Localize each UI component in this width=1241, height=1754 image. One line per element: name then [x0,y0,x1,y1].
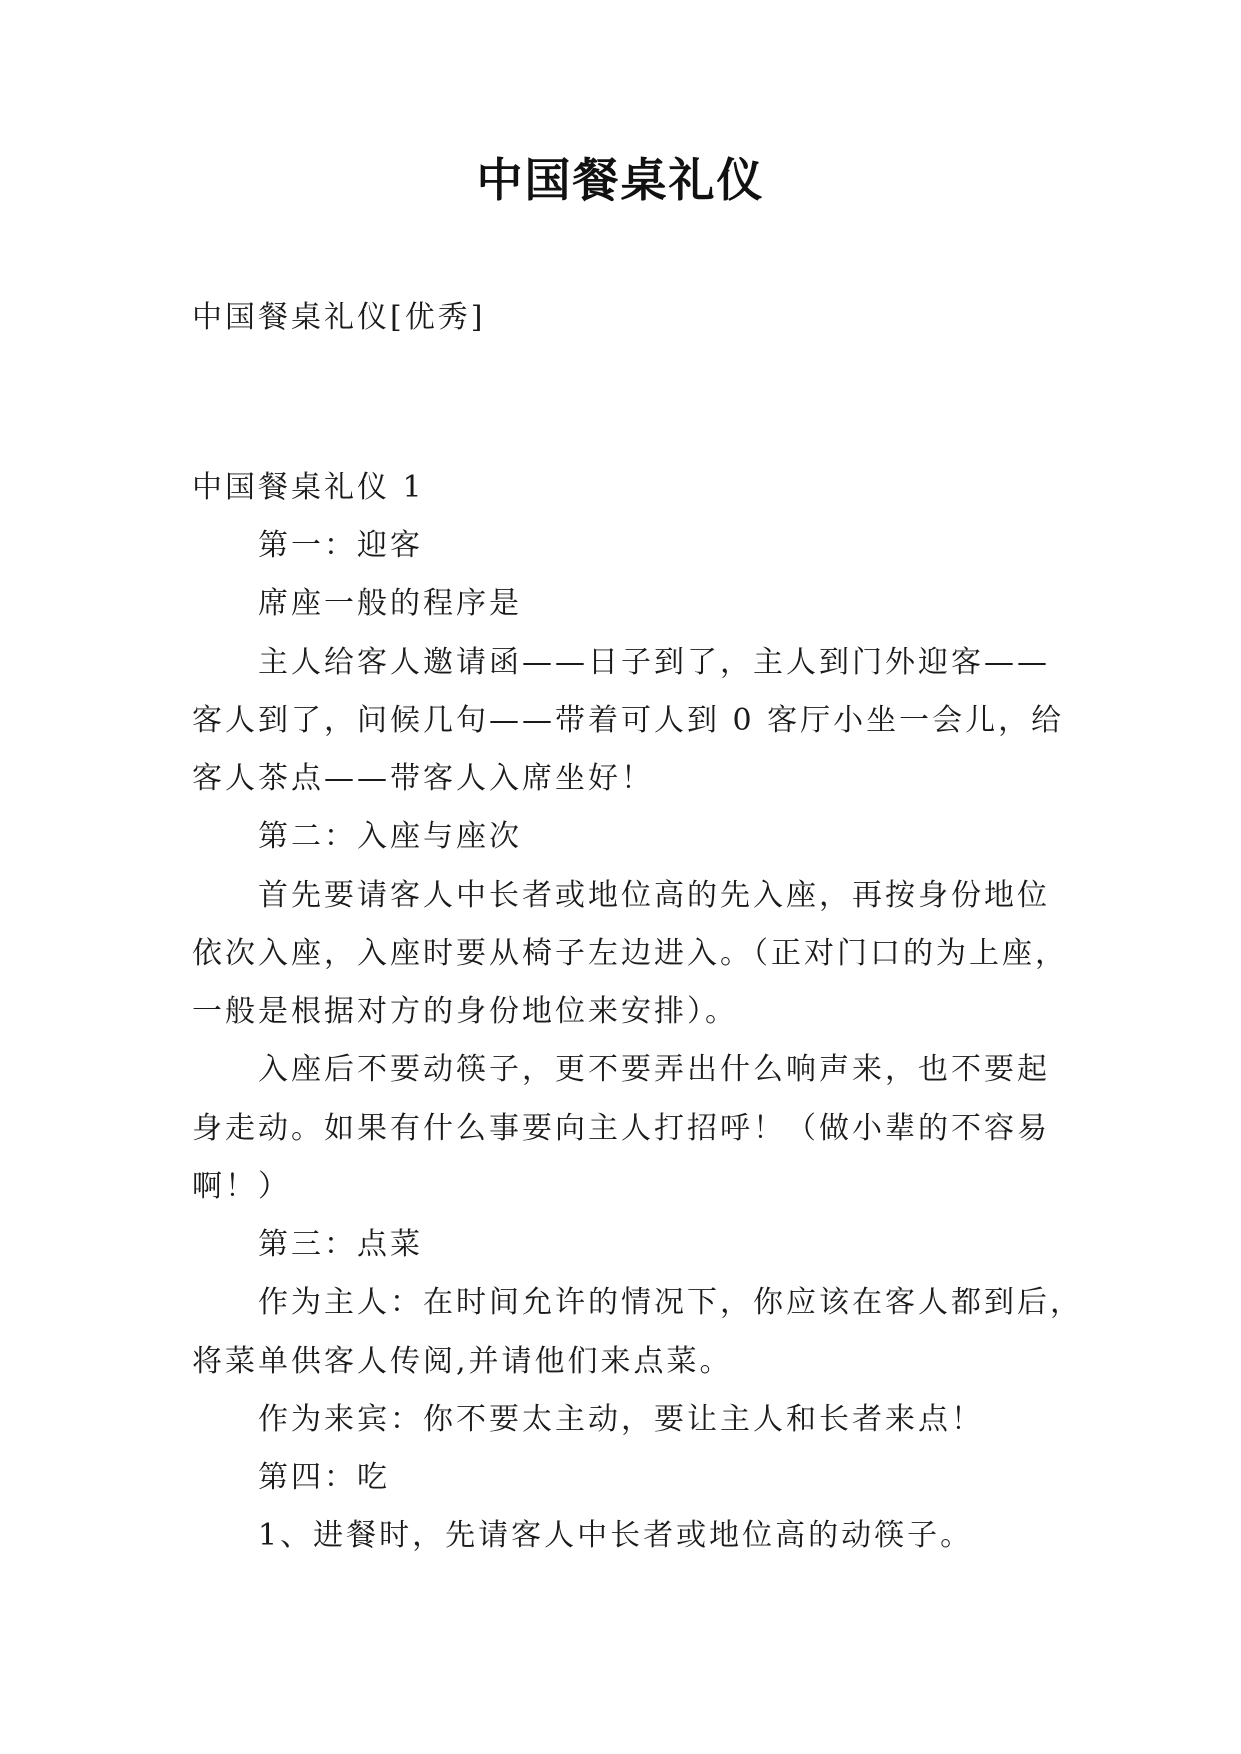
paragraph-line: 席座一般的程序是 [258,586,522,621]
section-heading: 中国餐桌礼仪 1 [192,470,425,505]
document-title: 中国餐桌礼仪 [476,153,765,207]
paragraph-line: 客人到了，问候几句——带着可人到 0 客厅小坐一会儿，给 [192,703,1065,738]
paragraph-line: 第二：入座与座次 [258,819,522,854]
paragraph-line: 第一：迎客 [258,528,423,563]
paragraph-line: 1、进餐时，先请客人中长者或地位高的动筷子。 [258,1518,974,1553]
document-subtitle: 中国餐桌礼仪[优秀] [192,300,486,335]
paragraph-line: 主人给客人邀请函——日子到了，主人到门外迎客—— [258,645,1050,680]
paragraph-line: 作为主人：在时间允许的情况下，你应该在客人都到后， [258,1285,1083,1320]
paragraph-line: 将菜单供客人传阅,并请他们来点菜。 [192,1344,733,1379]
paragraph-line: 身走动。如果有什么事要向主人打招呼！（做小辈的不容易 [192,1111,1050,1146]
paragraph-line: 作为来宾：你不要太主动，要让主人和长者来点！ [258,1402,984,1437]
paragraph-line: 第四：吃 [258,1460,390,1495]
paragraph-line: 第三：点菜 [258,1227,423,1262]
paragraph-line: 客人茶点——带客人入席坐好！ [192,761,654,796]
paragraph-line: 依次入座，入座时要从椅子左边进入。（正对门口的为上座， [192,936,1068,971]
paragraph-line: 啊！） [192,1169,291,1204]
paragraph-line: 首先要请客人中长者或地位高的先入座，再按身份地位 [258,878,1050,913]
paragraph-line: 入座后不要动筷子，更不要弄出什么响声来，也不要起 [258,1052,1050,1087]
paragraph-line: 一般是根据对方的身份地位来安排）。 [192,994,738,1029]
